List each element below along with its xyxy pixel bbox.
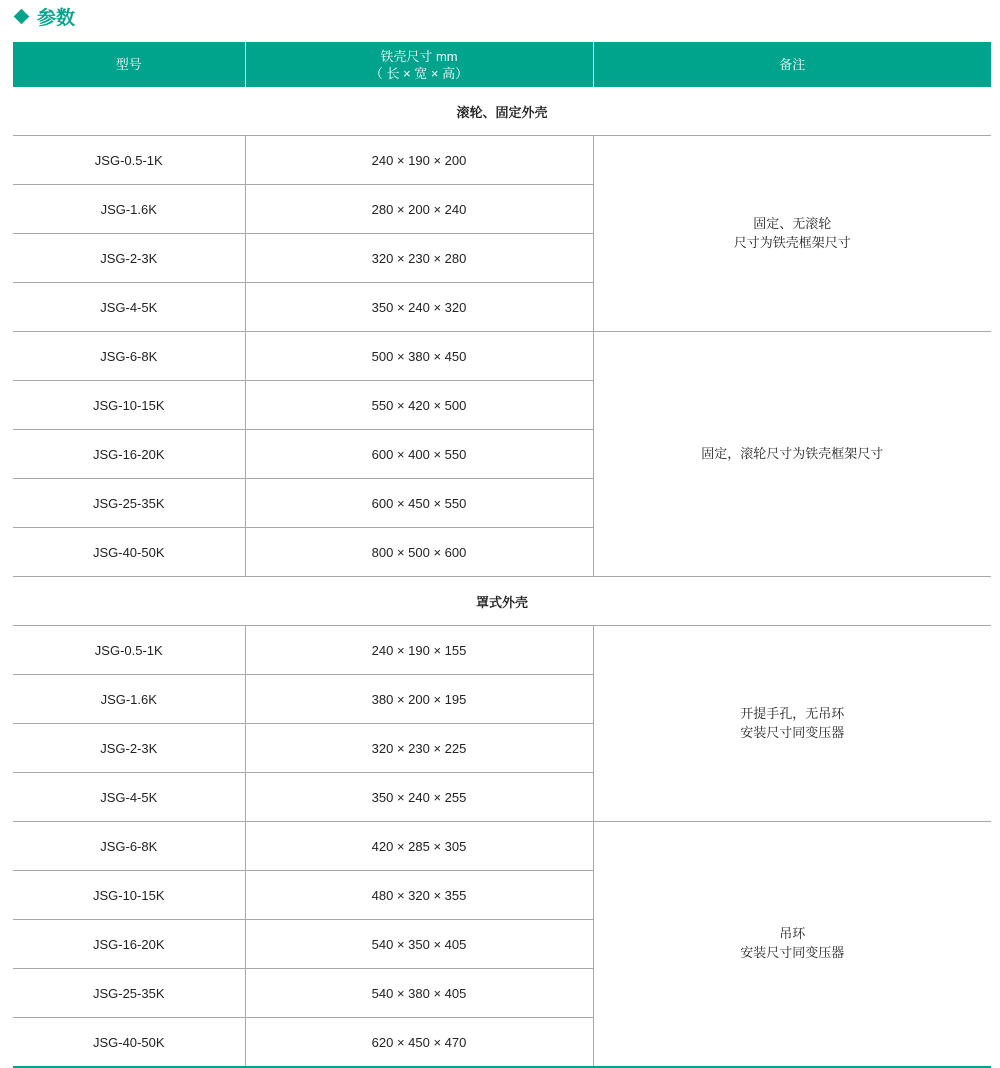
model-cell: JSG-4-5K bbox=[13, 773, 245, 822]
note-line: 吊环 bbox=[779, 927, 806, 942]
model-cell: JSG-2-3K bbox=[13, 724, 245, 773]
page-title: 参数 bbox=[37, 6, 76, 29]
model-cell: JSG-25-35K bbox=[13, 969, 245, 1018]
dimensions-cell: 540 × 350 × 405 bbox=[245, 920, 593, 969]
note-line: 开提手孔，无吊环 bbox=[740, 706, 845, 722]
note-line: 固定，滚轮尺寸为铁壳框架尺寸 bbox=[701, 446, 884, 462]
dimensions-cell: 240 × 190 × 155 bbox=[245, 626, 593, 675]
notes-cell bbox=[593, 136, 991, 332]
dimensions-cell: 600 × 450 × 550 bbox=[245, 479, 593, 528]
note-line: 固定、无滚轮 bbox=[753, 216, 832, 232]
header-notes: 备注 bbox=[593, 42, 991, 87]
model-cell: JSG-2-3K bbox=[13, 234, 245, 283]
dimensions-cell: 550 × 420 × 500 bbox=[245, 381, 593, 430]
section-title: 罩式外壳 bbox=[13, 577, 991, 626]
table-row bbox=[13, 332, 991, 381]
dimensions-cell: 600 × 400 × 550 bbox=[245, 430, 593, 479]
dimensions-cell: 500 × 380 × 450 bbox=[245, 332, 593, 381]
header-dimensions bbox=[245, 42, 593, 87]
note-line: 尺寸为铁壳框架尺寸 bbox=[733, 235, 851, 251]
header-model: 型号 bbox=[13, 42, 245, 87]
table-row bbox=[13, 626, 991, 675]
model-cell: JSG-40-50K bbox=[13, 528, 245, 577]
model-cell: JSG-25-35K bbox=[13, 479, 245, 528]
dimensions-cell: 350 × 240 × 320 bbox=[245, 283, 593, 332]
header-dimensions-line2: （ 长 × 宽 × 高） bbox=[369, 65, 469, 81]
model-cell: JSG-10-15K bbox=[13, 871, 245, 920]
notes-cell bbox=[593, 822, 991, 1068]
model-cell: JSG-16-20K bbox=[13, 920, 245, 969]
model-cell: JSG-1.6K bbox=[13, 185, 245, 234]
header-dimensions-line1: 铁壳尺寸 mm bbox=[380, 48, 458, 64]
table-header bbox=[13, 42, 991, 87]
dimensions-cell: 350 × 240 × 255 bbox=[245, 773, 593, 822]
model-cell: JSG-6-8K bbox=[13, 332, 245, 381]
notes-cell bbox=[593, 626, 991, 822]
model-cell: JSG-4-5K bbox=[13, 283, 245, 332]
model-cell: JSG-16-20K bbox=[13, 430, 245, 479]
section-title: 滚轮、固定外壳 bbox=[456, 105, 548, 121]
diamond-bullet-icon bbox=[14, 8, 30, 24]
model-cell: JSG-0.5-1K bbox=[13, 626, 245, 675]
section-row bbox=[13, 577, 991, 626]
model-cell: JSG-40-50K bbox=[13, 1018, 245, 1068]
section-row bbox=[13, 87, 991, 136]
dimensions-cell: 800 × 500 × 600 bbox=[245, 528, 593, 577]
model-cell: JSG-0.5-1K bbox=[13, 136, 245, 185]
dimensions-cell: 320 × 230 × 280 bbox=[245, 234, 593, 283]
note-line: 安装尺寸同变压器 bbox=[740, 725, 845, 741]
table-row bbox=[13, 822, 991, 871]
table-row bbox=[13, 136, 991, 185]
model-cell: JSG-1.6K bbox=[13, 675, 245, 724]
dimensions-cell: 380 × 200 × 195 bbox=[245, 675, 593, 724]
dimensions-cell: 320 × 230 × 225 bbox=[245, 724, 593, 773]
dimensions-cell: 240 × 190 × 200 bbox=[245, 136, 593, 185]
model-cell: JSG-10-15K bbox=[13, 381, 245, 430]
parameters-table bbox=[13, 42, 991, 1068]
section-heading bbox=[14, 2, 75, 30]
model-cell: JSG-6-8K bbox=[13, 822, 245, 871]
dimensions-cell: 620 × 450 × 470 bbox=[245, 1018, 593, 1068]
dimensions-cell: 540 × 380 × 405 bbox=[245, 969, 593, 1018]
dimensions-cell: 280 × 200 × 240 bbox=[245, 185, 593, 234]
note-line: 安装尺寸同变压器 bbox=[740, 946, 845, 961]
notes-cell bbox=[593, 332, 991, 577]
dimensions-cell: 420 × 285 × 305 bbox=[245, 822, 593, 871]
dimensions-cell: 480 × 320 × 355 bbox=[245, 871, 593, 920]
